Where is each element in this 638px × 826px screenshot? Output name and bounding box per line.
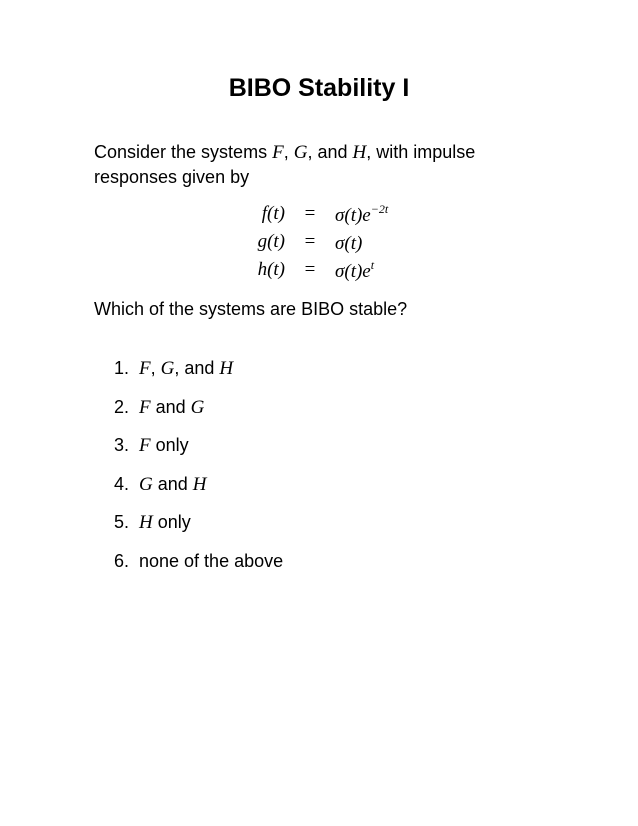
system-symbol: F — [139, 358, 151, 379]
equation-rhs-base: σ(t)e — [335, 260, 371, 282]
answer-choice-6 — [114, 547, 283, 586]
choice-number: 1. — [114, 358, 130, 378]
choice-number: 4. — [114, 473, 130, 494]
choice-text: none of the above — [139, 550, 284, 571]
equation-rhs-base: σ(t) — [335, 232, 363, 254]
intro-separator-2: , and — [307, 142, 353, 162]
choice-text: only — [152, 512, 191, 532]
system-g-symbol: G — [293, 142, 308, 163]
system-symbol: F — [139, 435, 151, 456]
page-title: BIBO Stability I — [228, 74, 410, 102]
answer-choice-5 — [114, 508, 283, 547]
choice-text: only — [150, 435, 189, 455]
choice-number: 6. — [114, 550, 130, 571]
intro-separator-1: , — [283, 142, 294, 162]
answer-choices — [114, 354, 283, 585]
equation-row-f — [240, 200, 480, 228]
choice-text: and — [150, 396, 191, 417]
impulse-response-equations — [240, 200, 480, 284]
intro-text-after: , with impulse responses given by — [94, 142, 476, 187]
system-symbol: G — [160, 358, 175, 379]
choice-number: 5. — [114, 512, 130, 532]
system-h-symbol: H — [352, 142, 367, 163]
intro-text-before: Consider the systems — [94, 142, 273, 162]
system-symbol: G — [190, 396, 205, 418]
intro-paragraph — [94, 140, 554, 189]
equation-lhs: f(t) — [261, 203, 285, 224]
system-symbol: F — [139, 396, 151, 418]
equation-lhs: g(t) — [257, 231, 285, 252]
system-symbol: H — [219, 358, 234, 379]
system-f-symbol: F — [272, 142, 284, 163]
system-symbol: H — [139, 512, 153, 533]
system-symbol: G — [139, 473, 153, 495]
answer-choice-4 — [114, 470, 283, 509]
question-text: Which of the systems are BIBO stable? — [94, 299, 408, 319]
system-symbol: H — [192, 473, 207, 495]
equation-equals: = — [304, 231, 316, 252]
equation-exponent: t — [370, 257, 375, 272]
answer-choice-3 — [114, 431, 283, 470]
choice-text: , — [150, 358, 161, 378]
choice-number: 2. — [114, 396, 130, 417]
equation-row-g — [240, 228, 480, 256]
answer-choice-1 — [114, 354, 283, 393]
equation-rhs — [335, 200, 480, 228]
equation-rhs — [335, 228, 480, 256]
equation-exponent: −2t — [370, 201, 389, 216]
choice-number: 3. — [114, 435, 130, 455]
equation-equals: = — [304, 259, 316, 280]
equation-lhs: h(t) — [257, 259, 285, 280]
equation-row-h — [240, 256, 480, 284]
choice-text: , and — [174, 358, 220, 378]
choice-text: and — [152, 473, 193, 494]
equation-equals: = — [304, 203, 316, 224]
answer-choice-2 — [114, 393, 283, 432]
equation-rhs-base: σ(t)e — [335, 204, 371, 226]
equation-rhs — [335, 256, 480, 284]
